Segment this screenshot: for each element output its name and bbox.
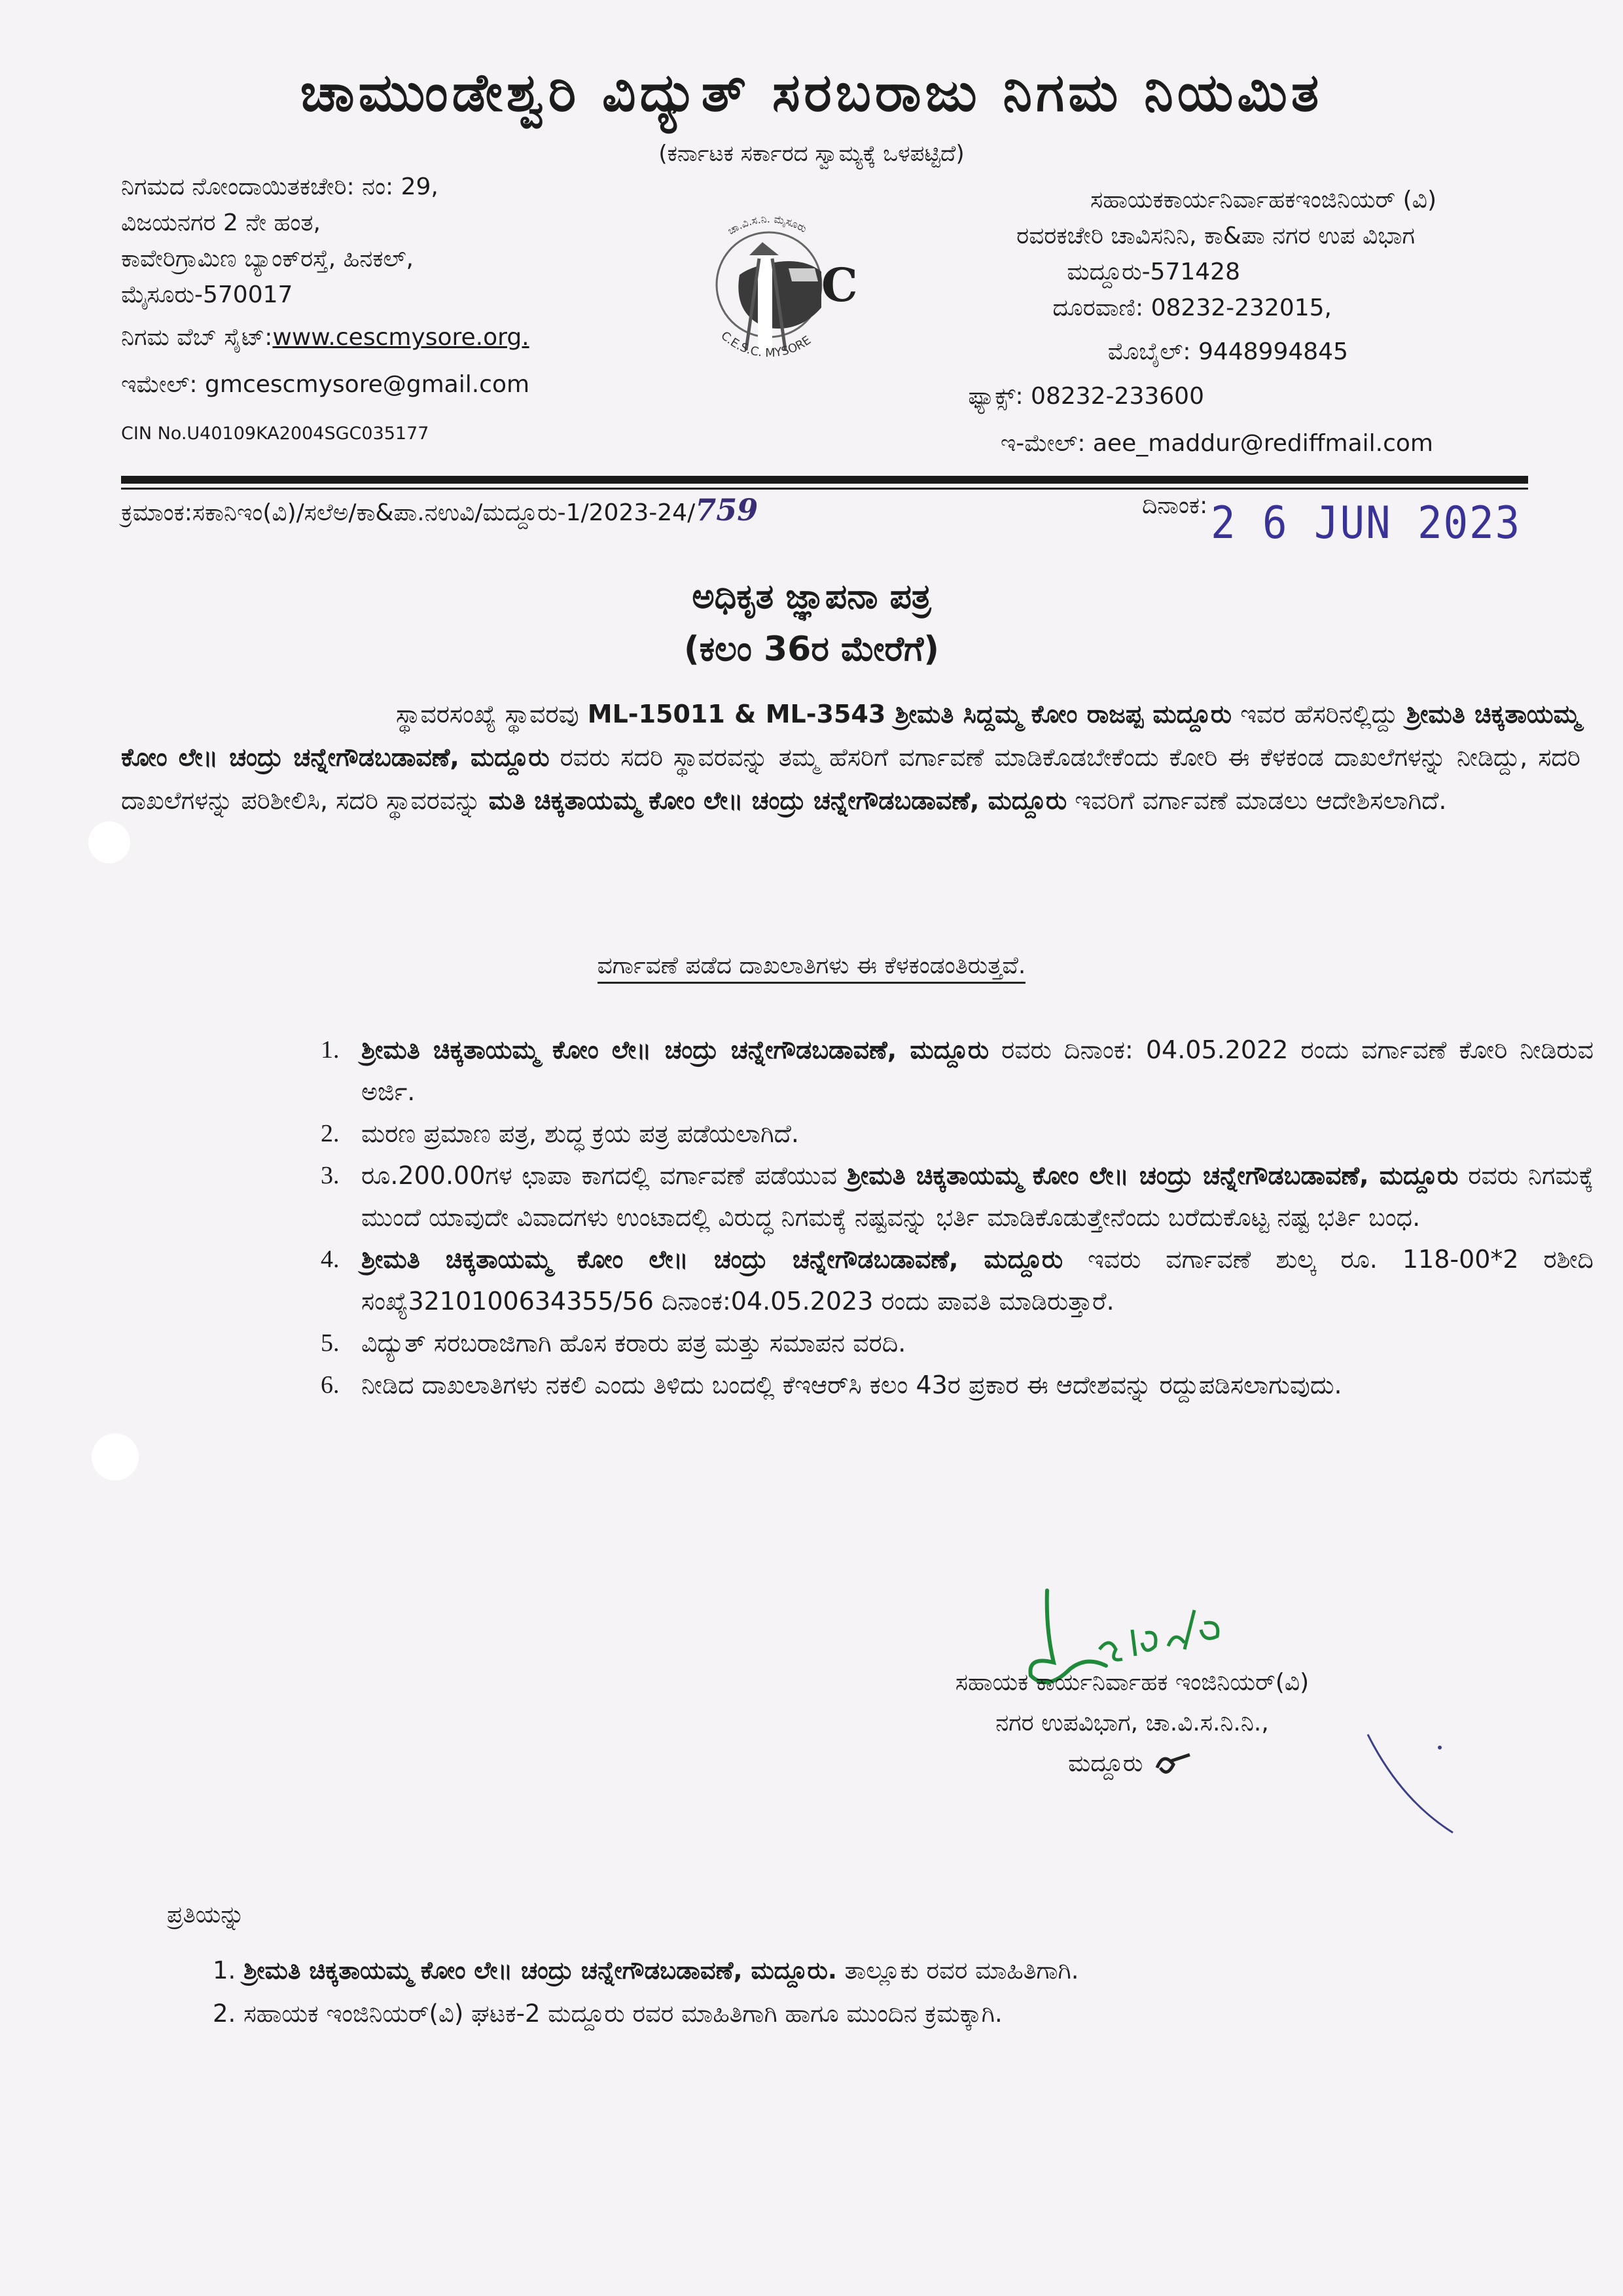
list-item bbox=[321, 1364, 1594, 1406]
list-item-text: ನೀಡಿದ ದಾಖಲಾತಿಗಳು ನಕಲಿ ಎಂದು ತಿಳಿದು ಬಂದಲ್ಲಿ ಕೆಇಆರ್‌ಸಿ ಕಲಂ 43ರ ಪ್ರಕಾರ ಈ ಆದೇಶವನ್ನು ರದ್ದುಪಡಿಸಲಾಗುವುದು. bbox=[361, 1371, 1342, 1399]
initials-mark bbox=[1150, 1748, 1196, 1781]
body-text: ಇವರ ಹೆಸರಿನಲ್ಲಿದ್ದು bbox=[1240, 700, 1398, 728]
list-item-number: 5. bbox=[321, 1329, 340, 1357]
reference-number bbox=[121, 492, 758, 528]
list-item-number: 2. bbox=[321, 1120, 340, 1147]
copy-to-list bbox=[213, 1949, 1620, 2036]
list-item-number: 1. bbox=[321, 1036, 340, 1064]
list-item-bold: ಶ್ರೀಮತಿ ಚಿಕ್ಕತಾಯಮ್ಮ ಕೋಂ ಲೇ॥ ಚಂದ್ರು ಚನ್ನೇಗೌಡಬಡಾವಣೆ, ಮದ್ದೂರು bbox=[846, 1161, 1459, 1190]
list-item-bold: ಶ್ರೀಮತಿ ಚಿಕ್ಕತಾಯಮ್ಮ ಕೋಂ ಲೇ॥ ಚಂದ್ರು ಚನ್ನೇಗೌಡಬಡಾವಣೆ, ಮದ್ದೂರು. bbox=[243, 1956, 837, 1984]
list-item bbox=[213, 1992, 1620, 2036]
website-link[interactable]: www.cescmysore.org. bbox=[272, 324, 529, 351]
list-item-text: ರೂ.200.00ಗಳ ಛಾಪಾ ಕಾಗದಲ್ಲಿ ವರ್ಗಾವಣೆ ಪಡೆಯುವ bbox=[361, 1161, 847, 1190]
website-label: ನಿಗಮ ವೆಬ್ ಸೈಟ್: bbox=[121, 324, 273, 351]
reference-text: ಕ್ರಮಾಂಕ:ಸಕಾನಿಇಂ(ವಿ)/ಸಲೆಅ/ಕಾ&ಪಾ.ನಉವಿ/ಮದ್ದೂರು-1/2023-24/ bbox=[121, 499, 696, 526]
list-item-bold: ಶ್ರೀಮತಿ ಚಿಕ್ಕತಾಯಮ್ಮ ಕೋಂ ಲೇ॥ ಚಂದ್ರು ಚನ್ನೇಗೌಡಬಡಾವಣೆ, ಮದ್ದೂರು bbox=[361, 1245, 1063, 1274]
cesc-logo bbox=[681, 196, 857, 367]
document-subtitle: (ಕಲಂ 36ರ ಮೇರೆಗೆ) bbox=[683, 630, 940, 669]
body-transferee-name: ಮತಿ ಚಿಕ್ಕತಾಯಮ್ಮ ಕೋಂ ಲೇ॥ ಚಂದ್ರು ಚನ್ನೇಗೌಡಬಡಾವಣೆ, ಮದ್ದೂರು bbox=[488, 786, 1067, 815]
list-item bbox=[321, 1322, 1594, 1364]
list-item-bold: ಶ್ರೀಮತಿ ಚಿಕ್ಕತಾಯಮ್ಮ ಕೋಂ ಲೇ॥ ಚಂದ್ರು ಚನ್ನೇಗೌಡಬಡಾವಣೆ, ಮದ್ದೂರು bbox=[361, 1035, 990, 1064]
handwritten-number: 759 bbox=[695, 492, 758, 528]
signatory-office: ನಗರ ಉಪವಿಭಾಗ, ಚಾ.ವಿ.ಸ.ನಿ.ನಿ., bbox=[995, 1710, 1269, 1736]
list-item bbox=[213, 1949, 1620, 1992]
email-line bbox=[121, 373, 529, 397]
list-item bbox=[321, 1155, 1594, 1238]
list-item-text: ಸಹಾಯಕ ಇಂಜಿನಿಯರ್(ವಿ) ಘಟಕ-2 ಮದ್ದೂರು ರವರ ಮಾಹಿತಿಗಾಗಿ ಹಾಗೂ ಮುಂದಿನ ಕ್ರಮಕ್ಕಾಗಿ. bbox=[243, 2000, 1003, 2028]
logo-top-text: ಚಾ.ವಿ.ಸ.ನಿ. ಮೈಸೂರು bbox=[725, 213, 810, 238]
registered-office-line: ನಿಗಮದ ನೋಂದಾಯಿತಕಚೇರಿ: ನಂ: 29, bbox=[121, 173, 438, 200]
website-line bbox=[121, 326, 529, 350]
list-item bbox=[321, 1238, 1594, 1322]
list-item-number: 1. bbox=[213, 1956, 236, 1984]
list-item-text: ವಿದ್ಯುತ್ ಸರಬರಾಜಿಗಾಗಿ ಹೊಸ ಕರಾರು ಪತ್ರ ಮತ್ತು ಸಮಾಪನ ವರದಿ. bbox=[361, 1329, 906, 1357]
organization-name: ಚಾಮುಂಡೇಶ್ವರಿ ವಿದ್ಯುತ್ ಸರಬರಾಜು ನಿಗಮ ನಿಯಮಿತ bbox=[300, 62, 1323, 123]
signatory-place-text: ಮದ್ದೂರು bbox=[1068, 1750, 1143, 1777]
body-paragraph bbox=[121, 692, 1580, 822]
signatory-place bbox=[838, 1744, 1427, 1784]
logo-letter: C bbox=[821, 258, 857, 312]
address-line: ಮೈಸೂರು-570017 bbox=[121, 281, 293, 308]
logo-bottom-text: C.E.S.C. MYSORE bbox=[718, 329, 814, 361]
documents-list bbox=[321, 1029, 1594, 1406]
list-item-number: 6. bbox=[321, 1371, 340, 1399]
documents-heading-text: ವರ್ಗಾವಣೆ ಪಡೆದ ದಾಖಲಾತಿಗಳು ಈ ಕೆಳಕಂಡಂತಿರುತ್ತವೆ. bbox=[597, 952, 1026, 984]
svg-text:ಚಾ.ವಿ.ಸ.ನಿ. ಮೈಸೂರು bbox=[725, 213, 809, 237]
email-label: ಇಮೇಲ್: bbox=[121, 371, 198, 398]
list-item-text: ರವರು ನಿಗಮಕ್ಕೆ ಮುಂದೆ ಯಾವುದೇ ವಿವಾದಗಳು ಉಂಟಾದಲ್ಲಿ ವಿರುದ್ಧ ನಿಗಮಕ್ಕೆ ನಷ್ಟವನ್ನು ಭರ್ತಿ ಮಾಡಿಕೊಡುತ್ತೇನೆಂದು ಬರೆದುಕೊಟ್ಟ ನಷ್ಟ ಭರ್ತಿ ಬಂಧ. bbox=[361, 1161, 1594, 1232]
list-item-number: 3. bbox=[321, 1162, 340, 1189]
documents-heading bbox=[0, 952, 1623, 980]
copy-to-label: ಪ್ರತಿಯನ್ನು bbox=[167, 1901, 245, 1928]
pen-stroke-mark bbox=[1361, 1721, 1466, 1839]
punch-hole bbox=[92, 1433, 139, 1480]
fax-line: ಫ್ಯಾಕ್ಸ್: 08232-233600 bbox=[968, 383, 1204, 410]
body-transferee-name: ಶ್ರೀಮತಿ ಚಿಕ್ಕತಾಯಮ್ಮ ಕೋಂ ಲೇ॥ ಚಂದ್ರು ಚನ್ನೇಗೌಡಬಡಾವಣೆ, ಮದ್ದೂರು bbox=[121, 700, 1580, 772]
office-email-line bbox=[1001, 432, 1433, 456]
office-email-address[interactable]: aee_maddur@rediffmail.com bbox=[1092, 430, 1433, 457]
header-divider-thick bbox=[121, 476, 1528, 484]
header-divider-thin bbox=[121, 488, 1528, 490]
body-text: ರವರು ಸದರಿ ಸ್ಥಾವರವನ್ನು ತಮ್ಮ ಹೆಸರಿಗೆ ವರ್ಗಾವಣೆ ಮಾಡಿಕೊಡಬೇಕೆಂದು ಕೋರಿ ಈ ಕೆಳಕಂಡ ದಾಖಲೆಗಳನ್ನು ನೀಡಿದ್ದು, ಸದರಿ ದಾಖಲೆಗಳನ್ನು ಪರಿಶೀಲಿಸಿ, ಸದರಿ ಸ್ಥಾವರವನ್ನು bbox=[121, 743, 1580, 815]
office-pincode: ಮದ್ದೂರು-571428 bbox=[1067, 259, 1240, 285]
email-label: ಇ-ಮೇಲ್: bbox=[1000, 430, 1086, 457]
office-line: ರವರಕಚೇರಿ ಚಾವಿಸನಿನಿ, ಕಾ&ಪಾ ನಗರ ಉಪ ವಿಭಾಗ bbox=[1016, 223, 1415, 249]
signature-block bbox=[838, 1662, 1427, 1784]
address-line: ವಿಜಯನಗರ 2 ನೇ ಹಂತ, bbox=[121, 209, 321, 236]
body-text: ಸ್ಥಾವರಸಂಖ್ಯೆ ಸ್ಥಾವರವು bbox=[396, 700, 579, 728]
list-item-text: ಮರಣ ಪ್ರಮಾಣ ಪತ್ರ, ಶುದ್ಧ ಕ್ರಯ ಪತ್ರ ಪಡೆಯಲಾಗಿದೆ. bbox=[361, 1119, 799, 1148]
list-item-number: 2. bbox=[213, 2000, 236, 2028]
body-installation-ids: ML-15011 & ML-3543 ಶ್ರೀಮತಿ ಸಿದ್ದಮ್ಮ ಕೋಂ ರಾಜಪ್ಪ ಮದ್ದೂರು bbox=[587, 700, 1232, 728]
date-stamp: 2 6 JUN 2023 bbox=[1211, 497, 1522, 549]
list-item bbox=[321, 1113, 1594, 1155]
document-title: ಅಧಿಕೃತ ಜ್ಞಾಪನಾ ಪತ್ರ bbox=[692, 577, 931, 617]
address-line: ಕಾವೇರಿಗ್ರಾಮಿಣ ಬ್ಯಾಂಕ್‌ರಸ್ತೆ, ಹಿನಕಲ್, bbox=[121, 245, 414, 272]
signatory-designation: ಸಹಾಯಕ ಕಾರ್ಯನಿರ್ವಾಹಕ ಇಂಜಿನಿಯರ್(ವಿ) bbox=[955, 1669, 1310, 1696]
list-item-number: 4. bbox=[321, 1246, 340, 1273]
body-text: ಇವರಿಗೆ ವರ್ಗಾವಣೆ ಮಾಡಲು ಆದೇಶಿಸಲಾಗಿದೆ. bbox=[1075, 786, 1447, 815]
office-title: ಸಹಾಯಕಕಾರ್ಯನಿರ್ವಾಹಕಇಂಜಿನಿಯರ್ (ವಿ) bbox=[1090, 187, 1436, 213]
mobile-line: ಮೊಬೈಲ್: 9448994845 bbox=[1107, 338, 1348, 365]
organization-subtitle: (ಕರ್ನಾಟಕ ಸರ್ಕಾರದ ಸ್ವಾಮ್ಯಕ್ಕೆ ಒಳಪಟ್ಟಿದೆ) bbox=[658, 141, 965, 167]
punch-hole bbox=[88, 821, 130, 863]
cin-number: CIN No.U40109KA2004SGC035177 bbox=[121, 423, 429, 444]
date-label: ದಿನಾಂಕ: bbox=[1142, 492, 1208, 519]
email-address[interactable]: gmcescmysore@gmail.com bbox=[205, 371, 530, 398]
list-item-text: ಇವರು ವರ್ಗಾವಣೆ ಶುಲ್ಕ ರೂ. 118-00*2 ರಶೀದಿ ಸಂಖ್ಯೆ3210100634355/56 ದಿನಾಂಕ:04.05.2023 ರಂದು ಪಾವತಿ ಮಾಡಿರುತ್ತಾರೆ. bbox=[361, 1245, 1594, 1316]
list-item-text: ರವರು ದಿನಾಂಕ: 04.05.2022 ರಂದು ವರ್ಗಾವಣೆ ಕೋರಿ ನೀಡಿರುವ ಅರ್ಜಿ. bbox=[361, 1035, 1594, 1106]
phone-line: ದೂರವಾಣಿ: 08232-232015, bbox=[1052, 295, 1332, 321]
list-item-text: ತಾಲ್ಲೂಕು ರವರ ಮಾಹಿತಿಗಾಗಿ. bbox=[836, 1956, 1079, 1984]
list-item bbox=[321, 1029, 1594, 1113]
